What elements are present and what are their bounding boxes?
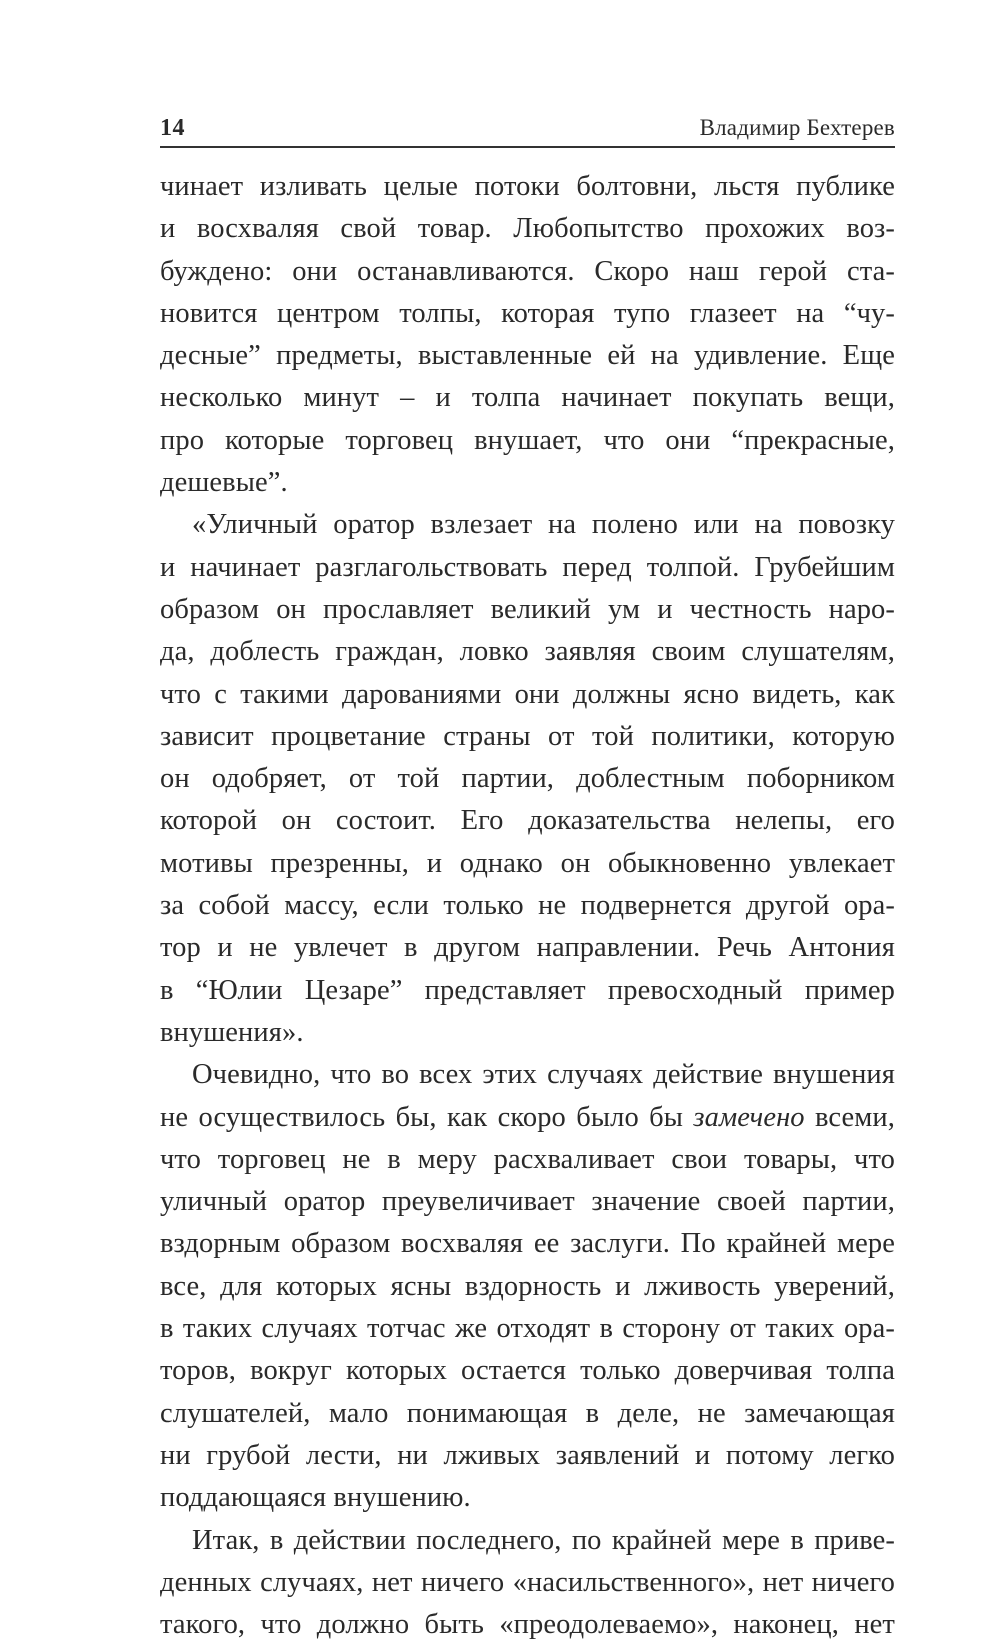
text-line: не осуществилось бы, как скоро было бы замечено всеми,: [160, 1097, 895, 1139]
text-line: буждено: они останавливаются. Скоро наш герой ста-: [160, 251, 895, 293]
text-line: которой он состоит. Его доказательства нелепы, его: [160, 800, 895, 842]
paragraph: [160, 1520, 895, 1646]
text-line: тор и не увлечет в другом направлении. Речь Антония: [160, 927, 895, 969]
text-line: новится центром толпы, которая тупо глазеет на “чу-: [160, 293, 895, 335]
text-line: зависит процветание страны от той политики, которую: [160, 716, 895, 758]
text-line: в “Юлии Цезаре” представляет превосходный пример: [160, 970, 895, 1012]
text-line: Очевидно, что во всех этих случаях действие внушения: [160, 1054, 895, 1096]
text-line: денных случаях, нет ничего «насильственного», нет ничего: [160, 1562, 895, 1604]
text-line: Итак, в действии последнего, по крайней мере в приве-: [160, 1520, 895, 1562]
text-line: образом он прославляет великий ум и честность наро-: [160, 589, 895, 631]
text-line: поддающаяся внушению.: [160, 1477, 895, 1519]
text-line: несколько минут – и толпа начинает покупать вещи,: [160, 377, 895, 419]
text-line: слушателей, мало понимающая в деле, не замечающая: [160, 1393, 895, 1435]
text-line: внушения».: [160, 1012, 895, 1054]
text-line: ни грубой лести, ни лживых заявлений и потому легко: [160, 1435, 895, 1477]
text-line: и начинает разглагольствовать перед толпой. Грубейшим: [160, 547, 895, 589]
text-line: в таких случаях тотчас же отходят в сторону от таких ора-: [160, 1308, 895, 1350]
running-head-author: Владимир Бехтерев: [700, 110, 895, 146]
text-line: торов, вокруг которых остается только доверчивая толпа: [160, 1350, 895, 1392]
text-line: чинает изливать целые потоки болтовни, льстя публике: [160, 166, 895, 208]
text-line: и восхваляя свой товар. Любопытство прохожих воз-: [160, 208, 895, 250]
text-line: за собой массу, если только не подвернется другой ора-: [160, 885, 895, 927]
body-text: [160, 166, 895, 1646]
text-line: вздорным образом восхваляя ее заслуги. По крайней мере: [160, 1223, 895, 1265]
page-number: 14: [160, 110, 185, 146]
paragraph: [160, 504, 895, 1054]
emphasized-word: замечено: [693, 1102, 804, 1133]
text-line: что торговец не в меру расхваливает свои товары, что: [160, 1139, 895, 1181]
text-line: про которые торговец внушает, что они “прекрасные,: [160, 420, 895, 462]
running-head: [160, 110, 895, 148]
text-line: такого, что должно быть «преодолеваемо», наконец, нет: [160, 1604, 895, 1646]
text-line: все, для которых ясны вздорность и лживость уверений,: [160, 1266, 895, 1308]
text-line: дешевые”.: [160, 462, 895, 504]
text-line: мотивы презренны, и однако он обыкновенно увлекает: [160, 843, 895, 885]
text-line: да, доблесть граждан, ловко заявляя своим слушателям,: [160, 631, 895, 673]
text-line: что с такими дарованиями они должны ясно видеть, как: [160, 674, 895, 716]
text-line: он одобряет, от той партии, доблестным поборником: [160, 758, 895, 800]
paragraph: [160, 1054, 895, 1519]
text-line: «Уличный оратор взлезает на полено или на повозку: [160, 504, 895, 546]
text-line: десные” предметы, выставленные ей на удивление. Еще: [160, 335, 895, 377]
paragraph: [160, 166, 895, 504]
book-page: [160, 110, 895, 1646]
text-line: уличный оратор преувеличивает значение своей партии,: [160, 1181, 895, 1223]
